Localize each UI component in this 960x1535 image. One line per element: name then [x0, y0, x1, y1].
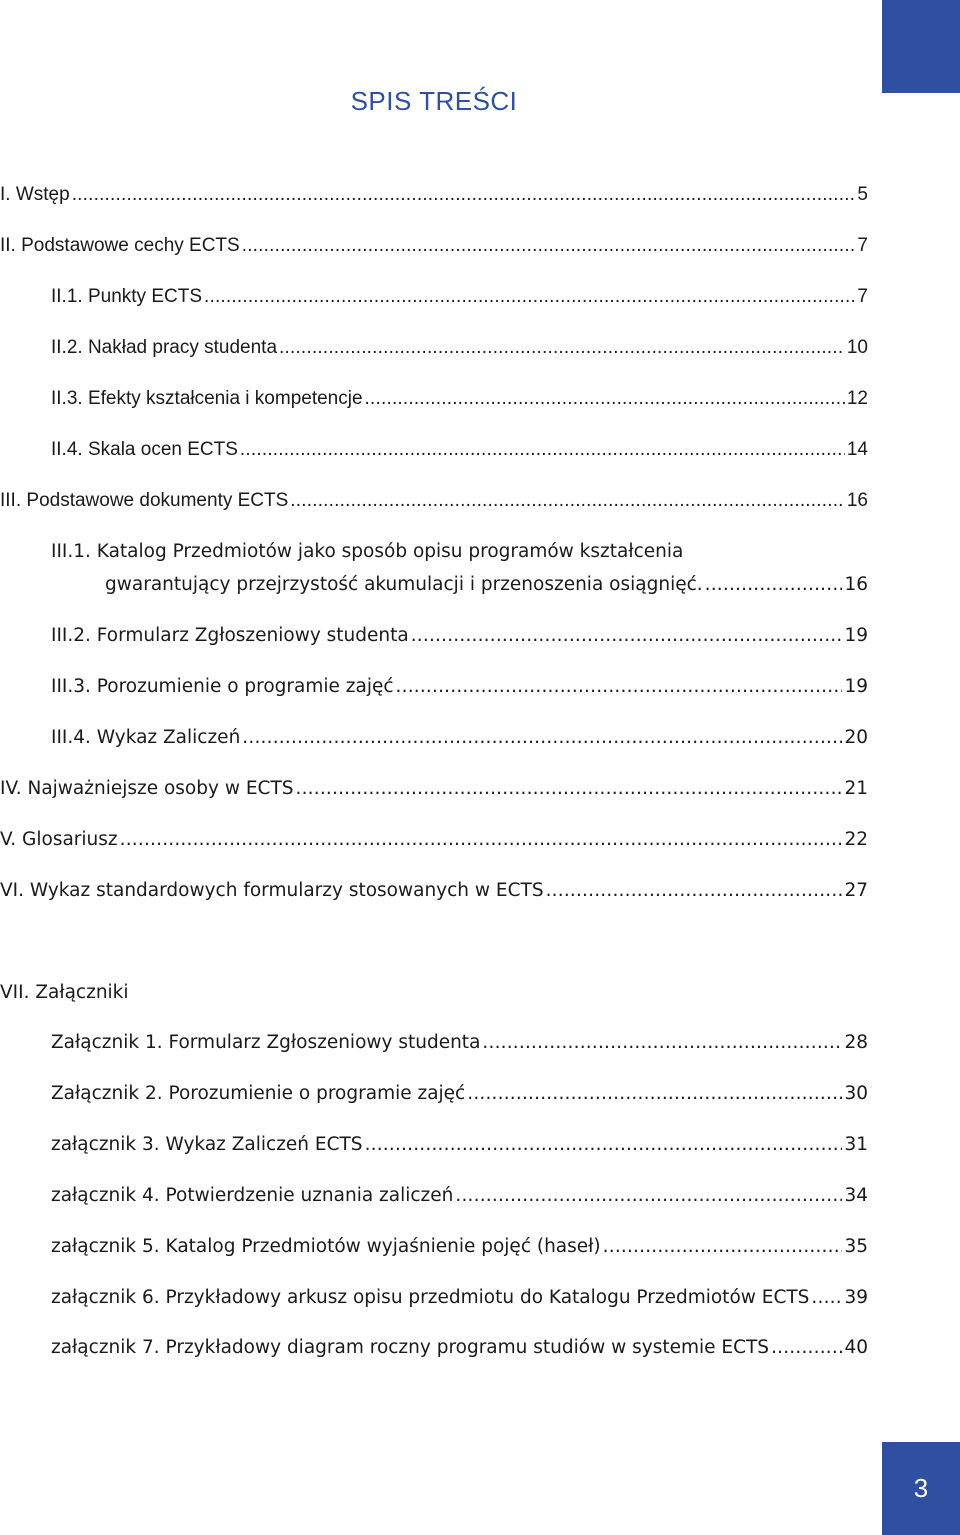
toc-entry-zal5[interactable]: [51, 1235, 868, 1259]
toc-entry-efekty[interactable]: [51, 387, 868, 411]
toc-entry-formularz[interactable]: [51, 624, 868, 648]
dot-leader: [290, 489, 845, 513]
toc-entry-page: 30: [844, 1083, 868, 1104]
dot-leader: [771, 1336, 842, 1360]
toc-entry-label: gwarantujący przejrzystość akumulacji i przenoszenia osiągnięć.: [105, 574, 703, 595]
toc-entry-page: 20: [844, 727, 868, 748]
toc-entry-label: załącznik 6. Przykładowy arkusz opisu przedmiotu do Katalogu Przedmiotów ECTS: [51, 1287, 810, 1308]
toc-entry-page: 7: [857, 235, 868, 256]
toc-entry-label: II.1. Punkty ECTS: [51, 286, 202, 307]
toc-entry-porozumienie[interactable]: [51, 675, 868, 699]
toc-entry-zal6[interactable]: [51, 1286, 868, 1310]
toc-entry-label: II.4. Skala ocen ECTS: [51, 439, 238, 460]
toc-entry-wykaz[interactable]: [51, 726, 868, 750]
toc-entry-page: 7: [857, 286, 868, 307]
toc-entry-label: załącznik 4. Potwierdzenie uznania zaliczeń: [51, 1185, 454, 1206]
toc-entry-page: 39: [844, 1287, 868, 1308]
toc-entry-naklad[interactable]: [51, 336, 868, 360]
toc-entry-label: Załącznik 1. Formularz Zgłoszeniowy studenta: [51, 1032, 481, 1053]
toc-entry-label: załącznik 5. Katalog Przedmiotów wyjaśnienie pojęć (haseł): [51, 1236, 601, 1257]
dot-leader: [482, 1031, 842, 1055]
dot-leader: [546, 879, 843, 903]
toc-entry-cechy[interactable]: [0, 234, 868, 258]
toc-entry-zal1[interactable]: [51, 1031, 868, 1055]
corner-tab-decoration: [882, 0, 960, 93]
toc-entry-label: III. Podstawowe dokumenty ECTS: [0, 490, 289, 511]
toc-entry-label: III.2. Formularz Zgłoszeniowy studenta: [51, 625, 409, 646]
toc-entry-page: 10: [846, 337, 868, 358]
toc-entry-page: 16: [846, 490, 868, 511]
dot-leader: [411, 624, 843, 648]
toc-entry-wstep[interactable]: [0, 183, 868, 207]
toc-entry-page: 35: [844, 1236, 868, 1257]
toc-entry-label: załącznik 3. Wykaz Zaliczeń ECTS: [51, 1134, 363, 1155]
dot-leader: [240, 438, 845, 462]
dot-leader: [705, 573, 843, 597]
dot-leader: [72, 183, 856, 207]
page-number-box: [882, 1442, 960, 1535]
dot-leader: [120, 828, 843, 852]
dot-leader: [455, 1184, 842, 1208]
dot-leader: [467, 1082, 842, 1106]
toc-entry-label: II. Podstawowe cechy ECTS: [0, 235, 240, 256]
toc-entry-label: IV. Najważniejsze osoby w ECTS: [0, 778, 294, 799]
dot-leader: [279, 336, 845, 360]
toc-entry-label: I. Wstęp: [0, 184, 70, 205]
dot-leader: [396, 675, 843, 699]
toc-entry-dokumenty[interactable]: [0, 489, 868, 513]
toc-entry-page: 12: [846, 388, 868, 409]
toc-entry-page: 27: [844, 880, 868, 901]
toc-entry-page: 31: [844, 1134, 868, 1155]
toc-section-zalaczniki[interactable]: VII. Załączniki: [0, 982, 129, 1003]
toc-entry-page: 34: [844, 1185, 868, 1206]
toc-entry-page: 19: [844, 625, 868, 646]
dot-leader: [242, 726, 842, 750]
toc-entry-page: 5: [857, 184, 868, 205]
toc-entry-katalog-line1[interactable]: III.1. Katalog Przedmiotów jako sposób opisu programów kształcenia: [51, 541, 684, 562]
toc-entry-label: III.4. Wykaz Zaliczeń: [51, 727, 241, 748]
toc-entry-page: 22: [844, 829, 868, 850]
toc-entry-label: VI. Wykaz standardowych formularzy stosowanych w ECTS: [0, 880, 544, 901]
dot-leader: [603, 1235, 843, 1259]
toc-entry-label: V. Glosariusz: [0, 829, 118, 850]
page-title: SPIS TREŚCI: [350, 86, 518, 116]
toc-entry-label: II.3. Efekty kształcenia i kompetencje: [51, 388, 363, 409]
toc-entry-glosariusz[interactable]: [0, 828, 868, 852]
toc-entry-page: 14: [846, 439, 868, 460]
dot-leader: [365, 1133, 843, 1157]
dot-leader: [811, 1286, 842, 1310]
toc-entry-label: III.3. Porozumienie o programie zajęć: [51, 676, 394, 697]
toc-entry-zal2[interactable]: [51, 1082, 868, 1106]
toc-entry-zal4[interactable]: [51, 1184, 868, 1208]
toc-entry-osoby[interactable]: [0, 777, 868, 801]
toc-entry-page: 21: [844, 778, 868, 799]
toc-entry-zal7[interactable]: [51, 1336, 868, 1360]
dot-leader: [204, 285, 855, 309]
toc-entry-zal3[interactable]: [51, 1133, 868, 1157]
toc-entry-page: 19: [844, 676, 868, 697]
toc-entry-page: 40: [844, 1337, 868, 1358]
dot-leader: [242, 234, 856, 258]
toc-entry-page: 28: [844, 1032, 868, 1053]
toc-entry-label: załącznik 7. Przykładowy diagram roczny programu studiów w systemie ECTS: [51, 1337, 770, 1358]
toc-entry-label: II.2. Nakład pracy studenta: [51, 337, 278, 358]
toc-entry-skala[interactable]: [51, 438, 868, 462]
dot-leader: [365, 387, 845, 411]
toc-entry-katalog[interactable]: [105, 573, 868, 597]
page-number: 3: [913, 1473, 929, 1503]
toc-entry-page: 16: [844, 574, 868, 595]
toc-entry-standardowe[interactable]: [0, 879, 868, 903]
toc-entry-label: Załącznik 2. Porozumienie o programie zajęć: [51, 1083, 466, 1104]
toc-entry-punkty[interactable]: [51, 285, 868, 309]
dot-leader: [296, 777, 843, 801]
